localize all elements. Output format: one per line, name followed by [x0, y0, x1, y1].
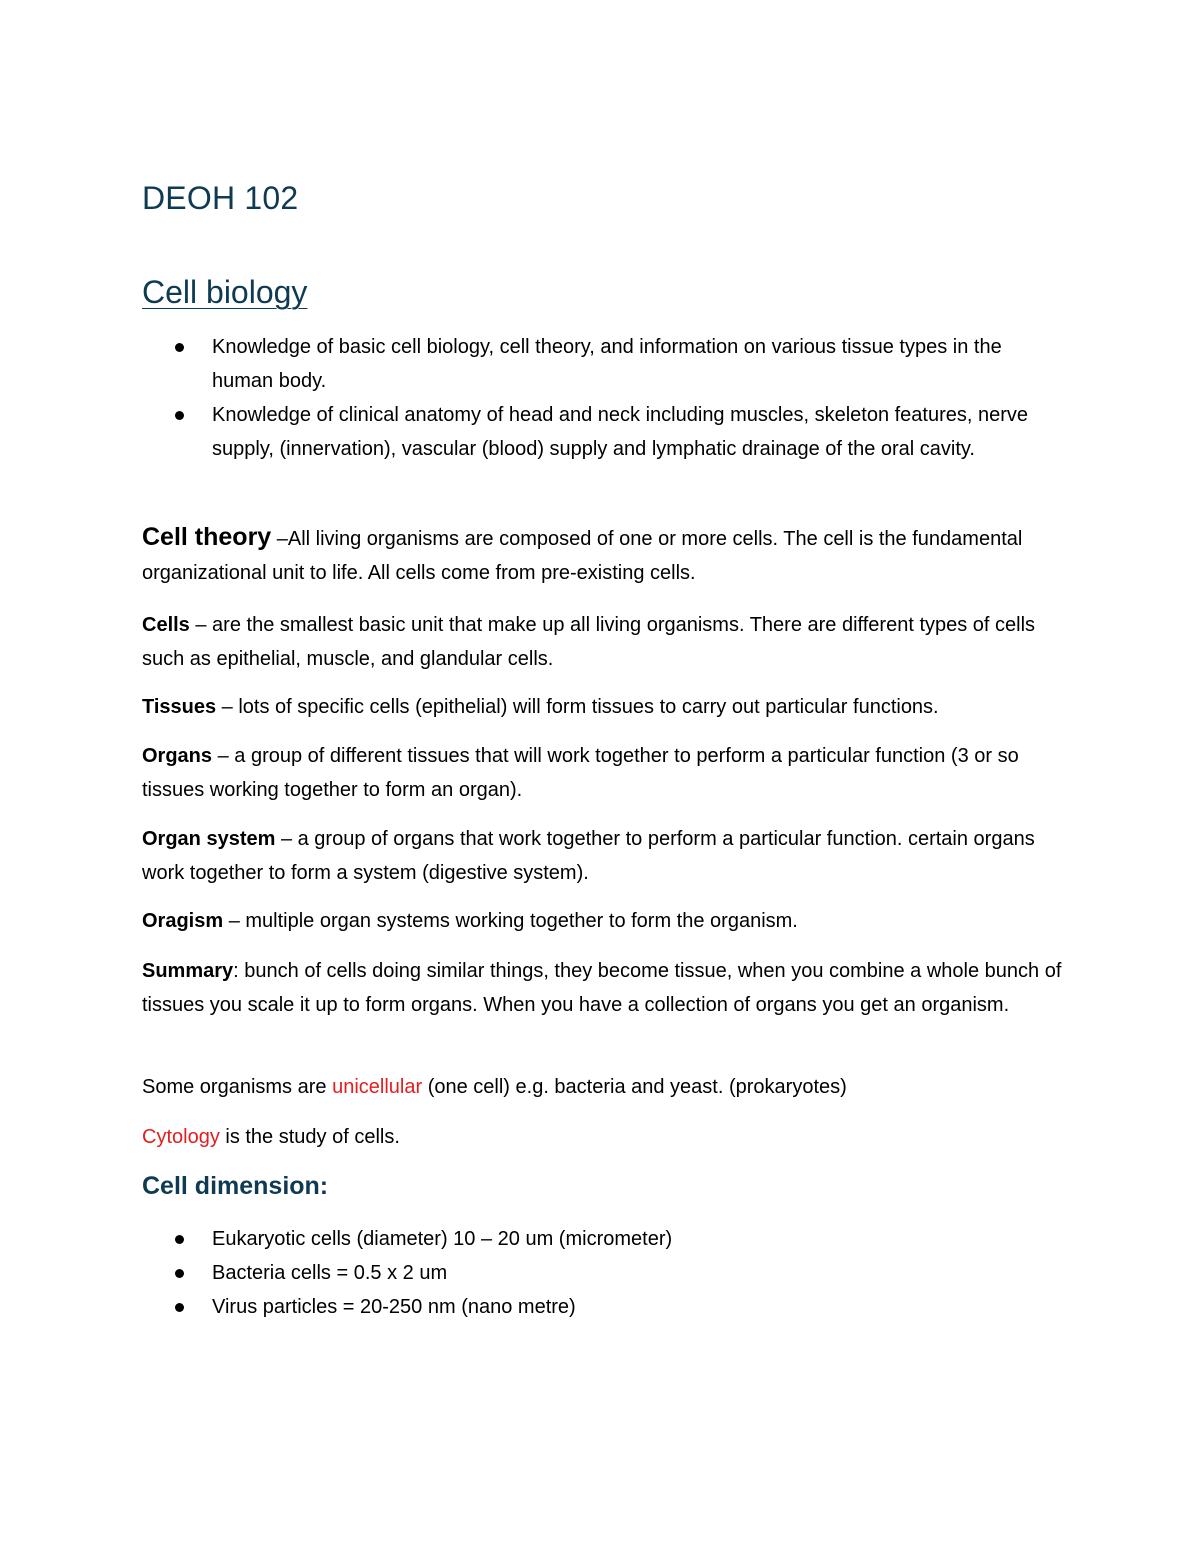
tissues-text: – lots of specific cells (epithelial) will form tissues to carry out particular functions. [216, 696, 939, 718]
unicellular-paragraph [142, 1070, 1072, 1104]
oragism-paragraph [142, 904, 1072, 938]
dimension-list [142, 1222, 1062, 1324]
cytology-after: is the study of cells. [219, 1126, 400, 1148]
list-item [142, 1290, 1062, 1324]
list-item [142, 398, 1062, 466]
unicellular-highlight: unicellular [332, 1076, 423, 1098]
cell-theory-term: Cell theory [142, 523, 272, 551]
tissues-paragraph [142, 690, 1072, 724]
organ-system-paragraph [142, 822, 1072, 890]
summary-term: Summary [142, 960, 234, 982]
objectives-list [142, 330, 1062, 466]
summary-paragraph [142, 954, 1072, 1022]
bullet-icon [175, 343, 184, 352]
bullet-icon [175, 1235, 184, 1244]
organs-term: Organs [142, 745, 213, 767]
list-item [142, 1256, 1062, 1290]
organ-system-term: Organ system [142, 828, 276, 850]
list-item-text: Virus particles = 20-250 nm (nano metre) [212, 1296, 576, 1318]
cytology-paragraph [142, 1120, 1072, 1154]
bullet-icon [175, 1269, 184, 1278]
list-item-text: Eukaryotic cells (diameter) 10 – 20 um (micrometer) [212, 1228, 673, 1250]
oragism-term: Oragism [142, 910, 224, 932]
organs-text: – a group of different tissues that will work together to perform a particular function (3 or so tissues working together to form an organ). [142, 745, 1019, 801]
list-item-text: Knowledge of clinical anatomy of head and neck including muscles, skeleton features, nerve supply, (innervation), vascular (blood) supply and lymphatic drainage of the oral cavity. [212, 404, 1029, 460]
bullet-icon [175, 411, 184, 420]
list-item [142, 330, 1062, 398]
list-item-text: Bacteria cells = 0.5 x 2 um [212, 1262, 448, 1284]
tissues-term: Tissues [142, 696, 217, 718]
section-title: Cell biology [142, 274, 308, 310]
document-title: DEOH 102 [142, 180, 299, 216]
list-item [142, 1222, 1062, 1256]
unicellular-after: (one cell) e.g. bacteria and yeast. (prokaryotes) [422, 1076, 847, 1098]
organ-system-text: – a group of organs that work together to perform a particular function. certain organs work together to form a system (digestive system). [142, 828, 1035, 884]
cell-dimension-heading: Cell dimension: [142, 1172, 329, 1200]
organs-paragraph [142, 739, 1072, 807]
cell-theory-text: –All living organisms are composed of one or more cells. The cell is the fundamental organizational unit to life. All cells come from pre-existing cells. [142, 528, 1023, 584]
list-item-text: Knowledge of basic cell biology, cell theory, and information on various tissue types in the human body. [212, 336, 1002, 392]
oragism-text: – multiple organ systems working together to form the organism. [223, 910, 798, 932]
cells-term: Cells [142, 614, 190, 636]
cell-theory-paragraph [142, 520, 1072, 590]
cells-text: – are the smallest basic unit that make up all living organisms. There are different types of cells such as epithelial, muscle, and glandular cells. [142, 614, 1036, 670]
unicellular-before: Some organisms are [142, 1076, 333, 1098]
summary-text: : bunch of cells doing similar things, they become tissue, when you combine a whole bunch of tissues you scale it up to form organs. When you have a collection of organs you get an organism. [142, 960, 1062, 1016]
cytology-highlight: Cytology [142, 1126, 220, 1148]
cells-paragraph [142, 608, 1072, 676]
bullet-icon [175, 1303, 184, 1312]
